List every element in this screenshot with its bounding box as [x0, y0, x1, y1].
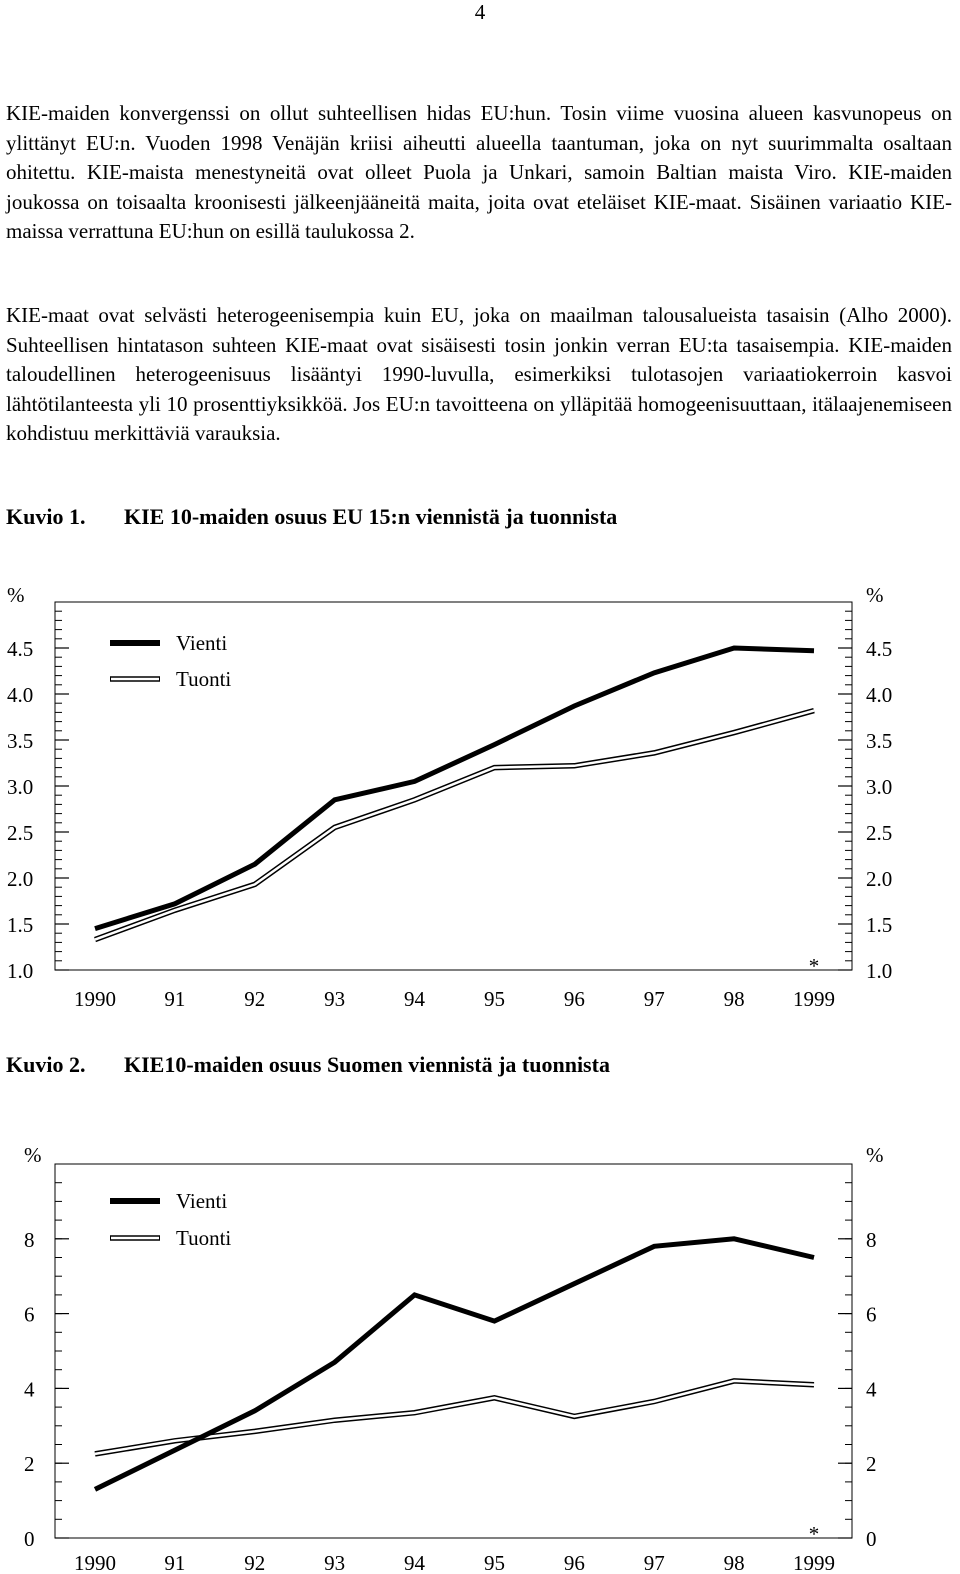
y-tick-label-left: 1.0 [7, 959, 34, 983]
y-tick-label-left: 2 [24, 1452, 35, 1477]
x-tick-label: 93 [324, 987, 346, 1011]
y-tick-label-left: 6 [24, 1302, 35, 1327]
y-tick-label-right: 4.5 [866, 637, 893, 661]
x-tick-label: 91 [164, 987, 186, 1011]
legend-label-vienti: Vienti [176, 1189, 228, 1213]
x-tick-label: 92 [244, 1551, 266, 1574]
y-axis-unit-right: % [866, 1143, 884, 1167]
y-axis-unit-left: % [24, 1143, 42, 1167]
figure-1-caption [6, 503, 617, 531]
x-tick-label: 94 [404, 987, 426, 1011]
x-tick-label: 92 [244, 987, 266, 1011]
y-tick-label-left: 3.5 [7, 729, 34, 753]
y-tick-label-right: 4 [866, 1377, 877, 1402]
x-tick-label: 97 [643, 1551, 665, 1574]
x-tick-label: 1990 [74, 987, 116, 1011]
legend-label-tuonti: Tuonti [176, 667, 232, 691]
y-tick-label-right: 1.0 [866, 959, 893, 983]
y-tick-label-left: 3.0 [7, 775, 34, 799]
x-tick-label: 94 [404, 1551, 426, 1574]
y-tick-label-left: 2.5 [7, 821, 34, 845]
x-tick-label: 1990 [74, 1551, 116, 1574]
x-tick-label: 1999 [793, 1551, 835, 1574]
series-line-tuonti [95, 711, 814, 940]
y-tick-label-left: 8 [24, 1227, 35, 1252]
x-tick-label: 93 [324, 1551, 346, 1574]
y-tick-label-right: 2.5 [866, 821, 893, 845]
paragraph-heterogeneity: KIE-maat ovat selvästi heterogeenisempia kuin EU, joka on maailman talousalueista tasaisin (Alho 2000). Suhteellisen hintatason suhteen KIE-maat ovat sisäisesti tosin jonkin verran EU:ta tasaisempia. KIE-maiden taloudellinen heterogeenisuus lisääntyi 1990-luvulla, esimerkiksi tulotasojen variaatiokerroin kasvoi lähtötilanteesta yli 10 prosenttiyksikköä. Jos EU:n tavoitteena on ylläpitää homogeenisuuttaan, itälaajenemiseen kohdistuu merkittäviä varauksia. [6, 303, 952, 445]
series-line-tuonti-inner [95, 711, 814, 940]
x-tick-label: 98 [723, 987, 745, 1011]
y-tick-label-right: 0 [866, 1527, 877, 1551]
x-tick-label: 97 [643, 987, 665, 1011]
y-tick-label-right: 1.5 [866, 913, 893, 937]
series-line-vienti [95, 1239, 814, 1490]
y-tick-label-right: 3.5 [866, 729, 893, 753]
y-tick-label-right: 4.0 [866, 683, 893, 707]
y-tick-label-right: 6 [866, 1302, 877, 1327]
y-axis-unit-left: % [7, 583, 25, 607]
figure-1-title: KIE 10-maiden osuus EU 15:n viennistä ja tuonnista [124, 504, 618, 529]
y-tick-label-left: 1.5 [7, 913, 34, 937]
paragraph-convergence: KIE-maiden konvergenssi on ollut suhteellisen hidas EU:hun. Tosin viime vuosina alueen kasvunopeus on ylittänyt EU:n. Vuoden 1998 Venäjän kriisi aiheutti alueella taantuman, joka on nyt suurimmalta osaltaan ohitettu. KIE-maista menestyneitä ovat olleet Puola ja Unkari, samoin Baltian maista Viro. KIE-maiden joukossa on toisaalta kroonisesti jälkeenjääneitä maita, joita ovat eteläiset KIE-maat. Sisäinen variaatio KIE-maissa verrattuna EU:hun on esillä taulukossa 2. [6, 101, 952, 243]
y-tick-label-left: 4.0 [7, 683, 34, 707]
y-tick-label-right: 8 [866, 1227, 877, 1252]
y-tick-label-left: 4 [24, 1377, 35, 1402]
y-tick-label-right: 2 [866, 1452, 877, 1477]
y-tick-label-left: 0 [24, 1527, 35, 1551]
figure-2-label: Kuvio 2. [6, 1052, 86, 1077]
x-tick-label: 95 [483, 987, 505, 1011]
page-number: 4 [474, 0, 486, 24]
figure-1-label: Kuvio 1. [6, 504, 86, 529]
x-tick-label: 95 [483, 1551, 505, 1574]
y-tick-label-right: 3.0 [866, 775, 893, 799]
legend-label-vienti: Vienti [176, 631, 228, 655]
plot-frame [55, 1164, 852, 1538]
y-tick-label-left: 4.5 [7, 637, 34, 661]
figure-1-chart [0, 568, 960, 1028]
x-tick-label: 96 [563, 987, 585, 1011]
figure-2-title: KIE10-maiden osuus Suomen viennistä ja tuonnista [124, 1052, 610, 1077]
legend-label-tuonti: Tuonti [176, 1226, 232, 1250]
x-tick-label: 1999 [793, 987, 835, 1011]
x-tick-label: 91 [164, 1551, 186, 1574]
series-line-tuonti-inner [95, 1381, 814, 1454]
series-line-tuonti [95, 1381, 814, 1454]
footnote-marker: * [808, 954, 820, 978]
y-tick-label-right: 2.0 [866, 867, 893, 891]
figure-2-caption [6, 1051, 610, 1079]
y-axis-unit-right: % [866, 583, 884, 607]
y-tick-label-left: 2.0 [7, 867, 34, 891]
footnote-marker: * [808, 1522, 820, 1546]
figure-2-chart [0, 1128, 960, 1574]
x-tick-label: 98 [723, 1551, 745, 1574]
x-tick-label: 96 [563, 1551, 585, 1574]
